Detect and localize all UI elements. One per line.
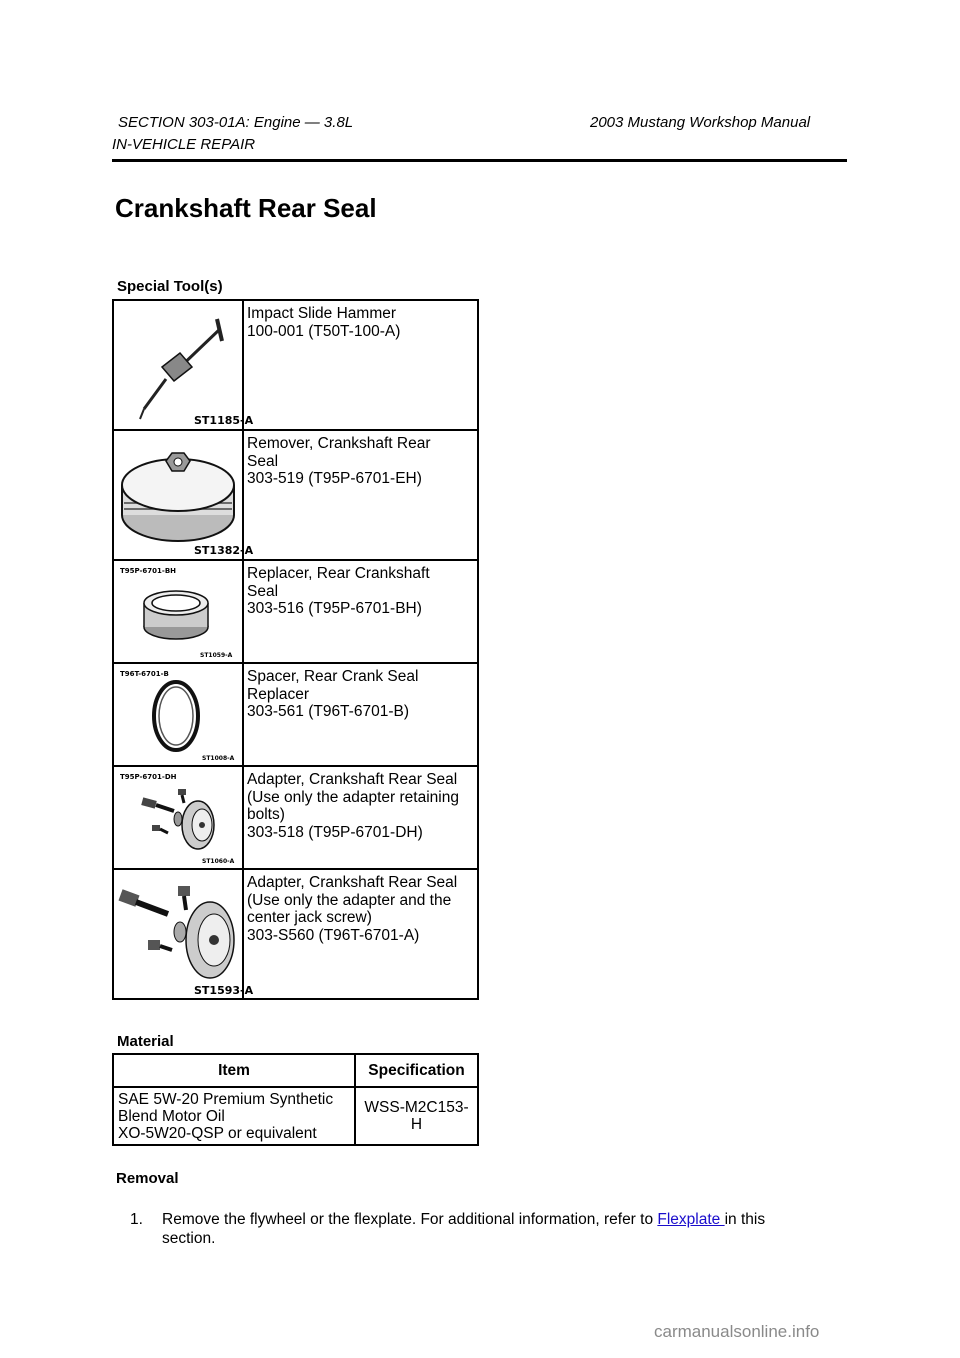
watermark: carmanualsonline.info bbox=[654, 1322, 820, 1341]
page-title: Crankshaft Rear Seal bbox=[115, 193, 377, 223]
step-text-after: in this section. bbox=[162, 1211, 766, 1247]
tool-description bbox=[243, 300, 478, 430]
tool-image-top-label: T95P-6701-DH bbox=[120, 773, 177, 781]
tool-number: 100-001 (T50T-100-A) bbox=[247, 322, 401, 340]
tool-note: (Use only the adapter and the bbox=[247, 891, 452, 909]
adapter-bolts-illustration bbox=[114, 767, 242, 868]
tool-description bbox=[243, 869, 478, 999]
flexplate-link[interactable]: Flexplate bbox=[657, 1211, 725, 1228]
tool-name: Seal bbox=[247, 452, 279, 470]
tool-row bbox=[113, 663, 478, 766]
tool-name: Spacer, Rear Crank Seal bbox=[247, 668, 419, 685]
tool-image-label: ST1593-A bbox=[194, 984, 254, 997]
tool-image-cell bbox=[113, 663, 243, 766]
tool-image-cell bbox=[113, 869, 254, 999]
tool-number: 303-S560 (T96T-6701-A) bbox=[247, 926, 420, 944]
specification-line: WSS-M2C153- bbox=[364, 1099, 469, 1116]
tool-row bbox=[113, 300, 478, 430]
material-row bbox=[113, 1087, 478, 1145]
tool-image-label: ST1185-A bbox=[194, 414, 254, 427]
material-caption: Material bbox=[117, 1033, 174, 1050]
manual-title: 2003 Mustang Workshop Manual bbox=[590, 114, 811, 131]
tool-image-label: ST1008-A bbox=[202, 755, 235, 762]
tool-number: 303-516 (T95P-6701-BH) bbox=[247, 600, 422, 617]
tool-row bbox=[113, 430, 478, 560]
tool-image-label: ST1060-A bbox=[202, 858, 235, 865]
tool-description bbox=[243, 430, 478, 560]
material-specification bbox=[355, 1087, 478, 1145]
tool-image-cell bbox=[113, 560, 243, 663]
removal-heading: Removal bbox=[116, 1170, 179, 1187]
column-header-specification: Specification bbox=[355, 1054, 478, 1087]
tool-row bbox=[113, 560, 478, 663]
tool-note: bolts) bbox=[247, 806, 285, 823]
material-item-line: XO-5W20-QSP or equivalent bbox=[118, 1124, 317, 1142]
step-text-before: Remove the flywheel or the flexplate. For additional information, refer to bbox=[162, 1211, 658, 1228]
material-item-line: Blend Motor Oil bbox=[118, 1107, 225, 1125]
section-title: SECTION 303-01A: Engine — 3.8L bbox=[118, 114, 354, 131]
tool-name: Impact Slide Hammer bbox=[247, 305, 397, 322]
tool-name: Remover, Crankshaft Rear bbox=[247, 435, 431, 452]
spacer-ring-illustration bbox=[114, 664, 242, 765]
tool-description bbox=[243, 663, 478, 766]
step-number: 1. bbox=[130, 1211, 143, 1228]
tool-image-label: ST1382-A bbox=[194, 544, 254, 557]
adapter-jack-screw-illustration bbox=[114, 870, 254, 998]
special-tools-table bbox=[112, 299, 479, 1000]
tool-name: Adapter, Crankshaft Rear Seal bbox=[247, 874, 458, 891]
tool-image-label: ST1059-A bbox=[200, 652, 233, 659]
seal-replacer-illustration bbox=[114, 561, 242, 662]
tool-image-top-label: T96T-6701-B bbox=[120, 670, 169, 678]
tool-row bbox=[113, 869, 478, 999]
tool-image-cell bbox=[113, 300, 254, 430]
tool-image-cell bbox=[113, 766, 243, 869]
tool-name: Replacer bbox=[247, 685, 310, 703]
material-table bbox=[112, 1053, 479, 1146]
column-header-item: Item bbox=[113, 1054, 355, 1087]
tool-row bbox=[113, 766, 478, 869]
tool-image-top-label: T95P-6701-BH bbox=[120, 567, 177, 575]
seal-remover-illustration bbox=[114, 431, 254, 559]
tool-name: Replacer, Rear Crankshaft bbox=[247, 565, 430, 582]
tool-description bbox=[243, 560, 478, 663]
tool-name: Adapter, Crankshaft Rear Seal bbox=[247, 771, 458, 788]
material-item bbox=[113, 1087, 355, 1145]
specification-line: H bbox=[410, 1116, 423, 1133]
subsection-title: IN-VEHICLE REPAIR bbox=[112, 136, 256, 153]
header-rule bbox=[112, 159, 847, 162]
tool-number: 303-519 (T95P-6701-EH) bbox=[247, 470, 422, 487]
tool-number: 303-518 (T95P-6701-DH) bbox=[247, 823, 423, 841]
tool-name: Seal bbox=[247, 582, 279, 600]
step-text bbox=[162, 1210, 822, 1248]
tool-number: 303-561 (T96T-6701-B) bbox=[247, 703, 409, 720]
material-item-line: SAE 5W-20 Premium Synthetic bbox=[118, 1090, 334, 1108]
material-header-row bbox=[113, 1054, 478, 1087]
tool-note: center jack screw) bbox=[247, 909, 372, 926]
tool-description bbox=[243, 766, 478, 869]
slide-hammer-illustration bbox=[114, 301, 254, 429]
tool-note: (Use only the adapter retaining bbox=[247, 788, 459, 806]
tool-image-cell bbox=[113, 430, 254, 560]
special-tools-caption: Special Tool(s) bbox=[117, 278, 223, 295]
